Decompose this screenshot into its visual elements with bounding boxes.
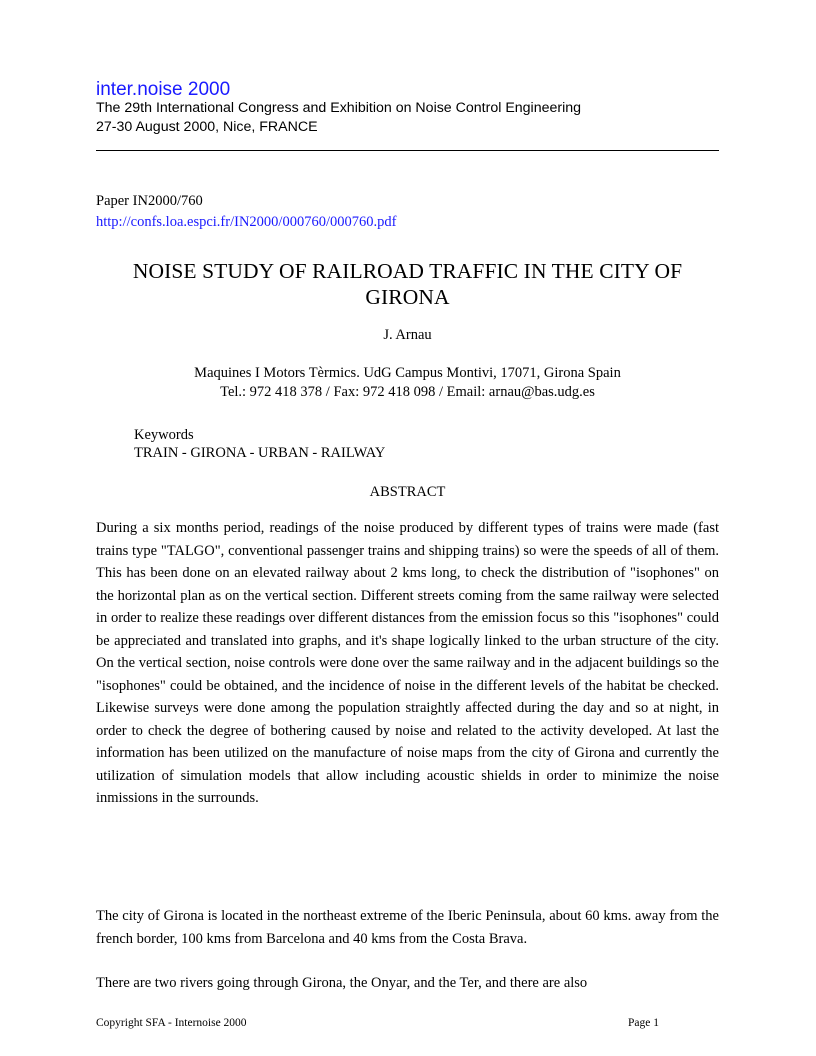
abstract-text: During a six months period, readings of the noise produced by different types of trains were made (fast trains type "TALGO", conventional passenger trains and shipping trains) so were the speeds of all of them. This has been done on an elevated railway about 2 kms long, to check the distribution of "isophones" on the horizontal plan as on the vertical section. Different streets coming from the same railway were selected in order to realize these readings over different distances from the emission focus so this "isophones" could be appreciated and translated into graphs, and it's shape logically linked to the urban structure of the city. On the vertical section, noise controls were done over the same railway and in the adjacent buildings so the "isophones" could be obtained, and the incidence of noise in the different levels of the habitat be checked. Likewise surveys were done among the population straightly affected during the day and so at night, in order to check the degree of bothering caused by noise and related to the activity developed. At last the information has been utilized on the manufacture of noise maps from the city of Girona and currently the utilization of simulation models that allow including acoustic shields in order to minimize the noise inmissions in the surrounds. [96, 520, 719, 806]
header-divider [96, 150, 719, 151]
keywords-label: Keywords [134, 427, 194, 443]
body-paragraph-2: There are two rivers going through Girona, the Onyar, and the Ter, and there are also [96, 975, 588, 991]
affiliation-line-2: Tel.: 972 418 378 / Fax: 972 418 098 / Email: arnau@bas.udg.es [220, 384, 595, 400]
keywords-list: TRAIN - GIRONA - URBAN - RAILWAY [134, 445, 386, 461]
date-line: 27-30 August 2000, Nice, FRANCE [96, 118, 318, 135]
congress-line: The 29th International Congress and Exhibition on Noise Control Engineering [96, 100, 582, 116]
author-name: J. Arnau [383, 327, 432, 343]
footer-page-number: Page 1 [628, 1017, 659, 1029]
paper-id: Paper IN2000/760 [96, 193, 203, 209]
body-paragraph-1: The city of Girona is located in the northeast extreme of the Iberic Peninsula, about 60 kms. away from the french border, 100 kms from Barcelona and 40 kms from the Costa Brava. [96, 908, 719, 947]
footer-copyright: Copyright SFA - Internoise 2000 [96, 1017, 247, 1029]
affiliation-line-1: Maquines I Motors Tèrmics. UdG Campus Montivi, 17071, Girona Spain [194, 365, 621, 381]
paper-title: NOISE STUDY OF RAILROAD TRAFFIC IN THE CITY OF GIRONA [132, 259, 683, 309]
paper-url-link[interactable]: http://confs.loa.espci.fr/IN2000/000760/000760.pdf [96, 214, 397, 230]
abstract-heading: ABSTRACT [369, 484, 446, 500]
conference-name: inter.noise 2000 [96, 79, 231, 100]
